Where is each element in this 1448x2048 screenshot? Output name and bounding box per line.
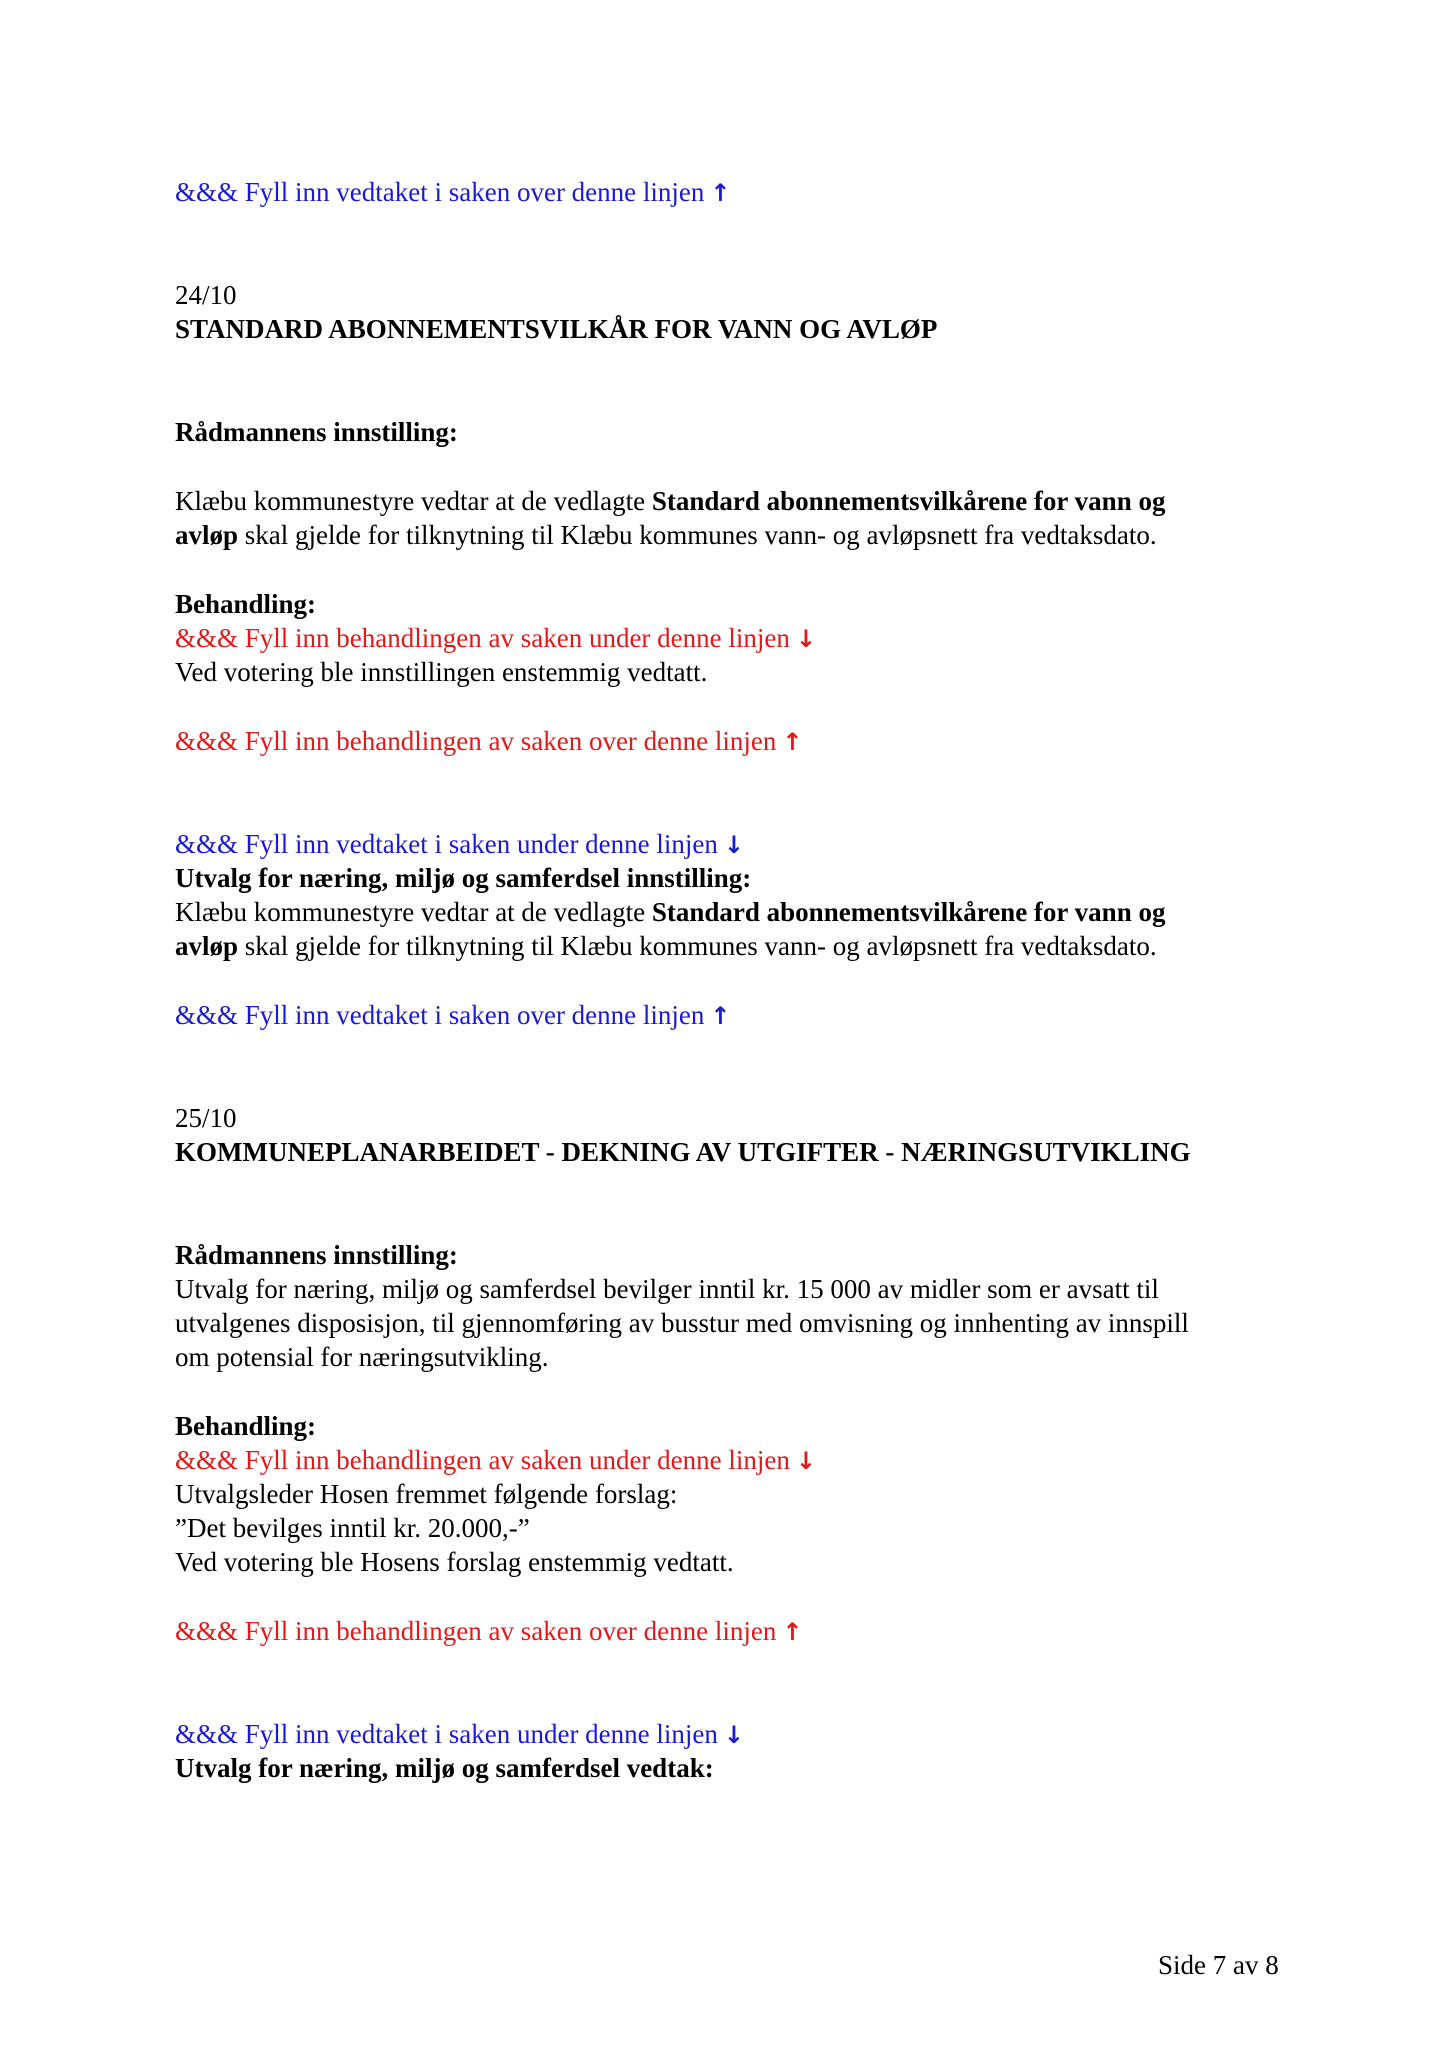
- text-run: Klæbu kommunestyre vedtar at de vedlagte: [175, 486, 652, 516]
- bold-run: avløp: [175, 520, 239, 550]
- section-heading: Utvalg for næring, miljø og samferdsel vedtak:: [175, 1753, 714, 1783]
- arrow-up-icon: ↑: [782, 728, 803, 756]
- arrow-down-icon: ↓: [723, 831, 744, 859]
- section-heading: Behandling:: [175, 589, 317, 619]
- marker-text: &&& Fyll inn behandlingen av saken over denne linjen: [175, 726, 777, 756]
- section-heading: Rådmannens innstilling:: [175, 1240, 458, 1270]
- behandling-over-marker: [175, 1614, 802, 1649]
- paragraph-line: Utvalg for næring, miljø og samferdsel bevilger inntil kr. 15 000 av midler som er avsatt til: [175, 1274, 1159, 1304]
- section-heading: Utvalg for næring, miljø og samferdsel innstilling:: [175, 863, 752, 893]
- case-title: STANDARD ABONNEMENTSVILKÅR FOR VANN OG AVLØP: [175, 314, 938, 344]
- paragraph-line: Utvalgsleder Hosen fremmet følgende forslag:: [175, 1479, 678, 1509]
- text-run: skal gjelde for tilknytning til Klæbu kommunes vann- og avløpsnett fra vedtaksdato.: [238, 931, 1157, 961]
- paragraph-line: Ved votering ble Hosens forslag enstemmig vedtatt.: [175, 1547, 734, 1577]
- marker-text: &&& Fyll inn behandlingen av saken under denne linjen: [175, 623, 790, 653]
- paragraph-line: utvalgenes disposisjon, til gjennomføring av busstur med omvisning og innhenting av innspill: [175, 1308, 1189, 1338]
- arrow-down-icon: ↓: [795, 625, 816, 653]
- marker-text: &&& Fyll inn behandlingen av saken under denne linjen: [175, 1445, 790, 1475]
- paragraph-line: [175, 929, 1157, 963]
- paragraph-line: ”Det bevilges inntil kr. 20.000,-”: [175, 1513, 530, 1543]
- marker-text: &&& Fyll inn vedtaket i saken over denne linjen: [175, 1000, 705, 1030]
- bold-run: Standard abonnementsvilkårene for vann og: [651, 897, 1166, 927]
- behandling-over-marker: [175, 724, 802, 759]
- marker-text: &&& Fyll inn vedtaket i saken under denne linjen: [175, 1719, 718, 1749]
- arrow-up-icon: ↑: [710, 179, 731, 207]
- paragraph-line: Ved votering ble innstillingen enstemmig vedtatt.: [175, 657, 708, 687]
- bold-run: Standard abonnementsvilkårene for vann og: [651, 486, 1166, 516]
- vedtak-over-marker: [175, 998, 731, 1033]
- marker-text: &&& Fyll inn vedtaket i saken under denne linjen: [175, 829, 718, 859]
- marker-text: &&& Fyll inn vedtaket i saken over denne linjen: [175, 177, 705, 207]
- case-number: 25/10: [175, 1103, 237, 1133]
- arrow-down-icon: ↓: [795, 1447, 816, 1475]
- marker-text: &&& Fyll inn behandlingen av saken over denne linjen: [175, 1616, 777, 1646]
- arrow-up-icon: ↑: [782, 1618, 803, 1646]
- vedtak-over-marker: [175, 175, 731, 210]
- page-number: Side 7 av 8: [1158, 1950, 1279, 1980]
- paragraph-line: [175, 895, 1165, 929]
- case-title: KOMMUNEPLANARBEIDET - DEKNING AV UTGIFTER - NÆRINGSUTVIKLING: [175, 1137, 1191, 1167]
- arrow-up-icon: ↑: [710, 1002, 731, 1030]
- paragraph-line: om potensial for næringsutvikling.: [175, 1342, 549, 1372]
- text-run: Klæbu kommunestyre vedtar at de vedlagte: [175, 897, 652, 927]
- behandling-under-marker: [175, 1443, 816, 1478]
- arrow-down-icon: ↓: [723, 1721, 744, 1749]
- case-number: 24/10: [175, 280, 237, 310]
- section-heading: Behandling:: [175, 1411, 317, 1441]
- vedtak-under-marker: [175, 1717, 744, 1752]
- vedtak-under-marker: [175, 827, 744, 862]
- paragraph-line: [175, 484, 1165, 518]
- paragraph-line: [175, 518, 1157, 552]
- bold-run: avløp: [175, 931, 239, 961]
- behandling-under-marker: [175, 621, 816, 656]
- section-heading: Rådmannens innstilling:: [175, 417, 458, 447]
- text-run: skal gjelde for tilknytning til Klæbu kommunes vann- og avløpsnett fra vedtaksdato.: [238, 520, 1157, 550]
